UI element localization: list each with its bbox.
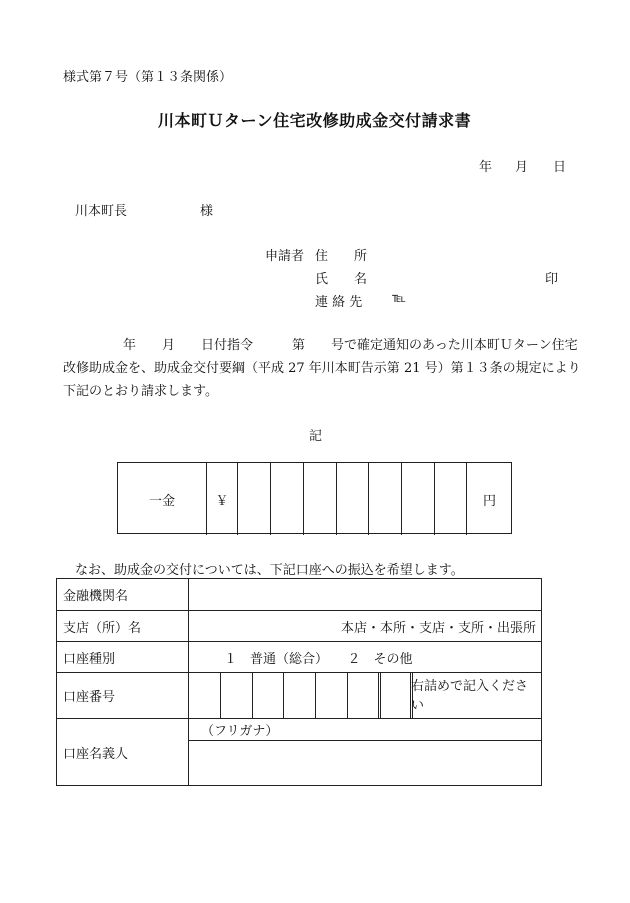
date-day: 日 <box>553 160 567 175</box>
institution-label: 金融機関名 <box>57 579 189 610</box>
amount-digit-box[interactable] <box>270 463 303 535</box>
yen-unit: 円 <box>466 463 512 535</box>
amount-digit-box[interactable] <box>401 463 434 535</box>
amount-digit-box[interactable] <box>237 463 270 535</box>
document-title: 川本町Ｕターン住宅改修助成金交付請求書 <box>158 111 472 130</box>
address-label: 住 所 <box>315 249 368 264</box>
bank-row-account-number <box>57 672 542 718</box>
amount-table <box>117 462 512 534</box>
furigana-field[interactable] <box>189 719 542 741</box>
body-line-2: 改修助成金を、助成金交付要綱（平成 27 年川本町告示第 21 号）第１３条の規定により <box>63 361 581 376</box>
bank-row-branch <box>57 610 542 641</box>
account-number-note <box>411 677 528 715</box>
holder-label: 口座名義人 <box>57 719 189 785</box>
bank-row-institution <box>57 579 542 610</box>
institution-field[interactable] <box>189 579 542 610</box>
amount-digit-box[interactable] <box>336 463 368 535</box>
account-digit-box[interactable] <box>283 673 315 718</box>
bank-row-account-type <box>57 641 542 672</box>
body-line-1: 年 月 日付指令 第 号で確定通知のあった川本町Ｕターン住宅 <box>123 338 578 353</box>
date-month: 月 <box>515 160 529 175</box>
body-line-3: 下記のとおり請求します。 <box>63 384 218 399</box>
account-type-options[interactable]: １ 普通（総合） ２ その他 <box>224 651 413 667</box>
ki-heading: 記 <box>309 429 323 444</box>
applicant-label: 申請者 <box>265 249 305 264</box>
furigana-label: （フリガナ） <box>201 724 279 739</box>
account-number-note-line-2: い <box>411 698 425 713</box>
form-number: 様式第７号（第１３条関係） <box>63 70 233 85</box>
account-digit-box[interactable] <box>220 673 252 718</box>
account-type-label: 口座種別 <box>57 642 189 672</box>
date-year: 年 <box>479 160 493 175</box>
addressee-honorific: 様 <box>200 204 214 219</box>
account-divider <box>380 673 381 718</box>
account-digit-box[interactable] <box>315 673 347 718</box>
bank-row-holder <box>57 718 542 785</box>
amount-digit-box[interactable] <box>368 463 401 535</box>
transfer-note: なお、助成金の交付については、下記口座への振込を希望します。 <box>75 563 464 578</box>
yen-mark: ￥ <box>206 463 237 535</box>
addressee-name: 川本町長 <box>75 204 128 219</box>
seal-mark: 印 <box>545 272 559 287</box>
account-digit-box[interactable] <box>252 673 283 718</box>
branch-label: 支店（所）名 <box>57 611 189 641</box>
account-number-label: 口座番号 <box>57 673 189 718</box>
holder-name-field[interactable] <box>189 741 542 785</box>
contact-label: 連 絡 先 <box>315 295 363 310</box>
branch-options[interactable]: 本店・本所・支店・支所・出張所 <box>340 620 536 636</box>
tel-icon: ℡ <box>392 291 406 306</box>
account-digit-box[interactable] <box>347 673 378 718</box>
account-number-note-line-1: 右詰めで記入くださ <box>411 679 529 694</box>
name-label: 氏 名 <box>315 272 368 287</box>
amount-label: 一金 <box>148 493 175 509</box>
amount-digit-box[interactable] <box>434 463 466 535</box>
amount-digit-box[interactable] <box>303 463 336 535</box>
bank-table <box>56 578 542 786</box>
account-digit-box[interactable] <box>378 673 410 718</box>
